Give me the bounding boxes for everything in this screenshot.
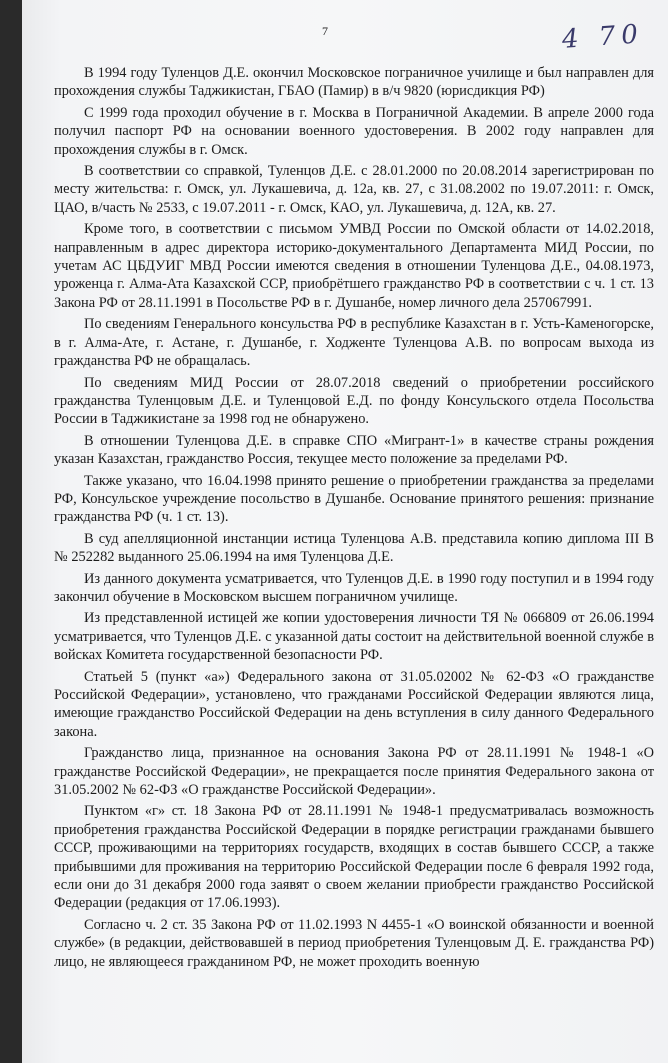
paragraph: По сведениям МИД России от 28.07.2018 сведений о приобретении российского гражданства Туленцовым Д.Е. и Туленцовой Е.Д. по фонду Консульского отдела Посольства России в Таджикистане за 1998 год не обнаружено. (54, 374, 654, 428)
paragraph: В 1994 году Туленцов Д.Е. окончил Московское пограничное училище и был направлен для прохождения службы Таджикистан, ГБАО (Памир) в в/ч 9820 (юрисдикция РФ) (54, 65, 654, 100)
page-number: 7 (322, 24, 328, 38)
paragraph: Пунктом «г» ст. 18 Закона РФ от 28.11.1991 № 1948-1 предусматривалась возможность приобретения гражданства Российской Федерации в порядке регистрации гражданами бывшего СССР, проживающими на территориях государств, входящих в состав бывшего СССР, а также прибывшими для проживания на территорию Российской Федерации после 6 февраля 1992 года, если они до 31 декабря 2000 года заявят о своем желании приобрести гражданство Российской Федерации (редакция от 17.06.1993). (54, 803, 654, 912)
paragraph: Статьей 5 (пункт «а») Федерального закона от 31.05.02002 № 62-ФЗ «О гражданстве Российской Федерации», установлено, что гражданами Российской Федерации являются лица, имеющие гражданство Российской Федерации на день вступления в силу данного Федерального закона. (54, 668, 654, 740)
paragraph: Из данного документа усматривается, что Туленцов Д.Е. в 1990 году поступил и в 1994 году закончил обучение в Московском высшем пограничном училище. (54, 570, 654, 605)
paragraph: В соответствии со справкой, Туленцов Д.Е. с 28.01.2000 по 20.08.2014 зарегистрирован по месту жительства: г. Омск, ул. Лукашевича, д. 12а, кв. 27, с 31.08.2002 по 19.07.2011: г. Омск, ЦАО, в/часть № 2533, с 19.07.2011 - г. Омск, КАО, ул. Лукашевича, д. 12А, кв. 27. (54, 163, 654, 216)
paragraph: Также указано, что 16.04.1998 принято решение о приобретении гражданства за пределами РФ, Консульское учреждение посольство в Душанбе. Основание принятого решения: признание гражданства РФ (ч. 1 ст. 13). (54, 472, 654, 526)
paragraph: Гражданство лица, признанное на основания Закона РФ от 28.11.1991 № 1948-1 «О гражданстве Российской Федерации», не прекращается после принятия Федерального закона от 31.05.2002 № 62-ФЗ «О гражданстве Российской Федерации». (54, 745, 654, 799)
paragraph: По сведениям Генерального консульства РФ в республике Казахстан в г. Усть-Каменогорске, в г. Алма-Ате, г. Астане, г. Душанбе, г. Ходженте Туленцова А.В. по вопросам выхода из гражданства РФ не обращалась. (54, 316, 654, 370)
handwritten-mark: 4 70 (561, 19, 645, 55)
document-body (54, 64, 654, 974)
paragraph: Кроме того, в соответствии с письмом УМВД России по Омской области от 14.02.2018, направленным в адрес директора историко-документального Департамента МИД России, по учетам АС ЦБДУИГ МВД России имеются сведения в отношении Туленцова Д.Е., 04.08.1973, уроженца г. Алма-Ата Казахской ССР, приобрётшего гражданство РФ в соответствии с ч. 1 ст. 13 Закона РФ от 28.11.1991 в Посольстве РФ в г. Душанбе, номер личного дела 257067991. (54, 221, 654, 311)
paragraph: Из представленной истицей же копии удостоверения личности ТЯ № 066809 от 26.06.1994 усматривается, что Туленцов Д.Е. с указанной даты состоит на действительной военной службе в войсках Комитета государственной безопасности РФ. (54, 610, 654, 664)
document-page (22, 0, 668, 1063)
paragraph: Согласно ч. 2 ст. 35 Закона РФ от 11.02.1993 N 4455-1 «О воинской обязанности и военной службе» (в редакции, действовавшей в период приобретения Туленцовым Д. Е. гражданства РФ) лицо, не являющееся гражданином РФ, не может проходить военную (54, 916, 654, 970)
paragraph: С 1999 года проходил обучение в г. Москва в Пограничной Академии. В апреле 2000 года получил паспорт РФ на основании военного удостоверения. В 2002 году направлен для прохождения службы в г. Омск. (54, 104, 654, 158)
paragraph: В суд апелляционной инстанции истица Туленцова А.В. представила копию диплома III В № 252282 выданного 25.06.1994 на имя Туленцова Д.Е. (54, 530, 654, 566)
paragraph: В отношении Туленцова Д.Е. в справке СПО «Мигрант-1» в качестве страны рождения указан Казахстан, гражданство Россия, текущее место положение за пределами РФ. (54, 432, 654, 468)
